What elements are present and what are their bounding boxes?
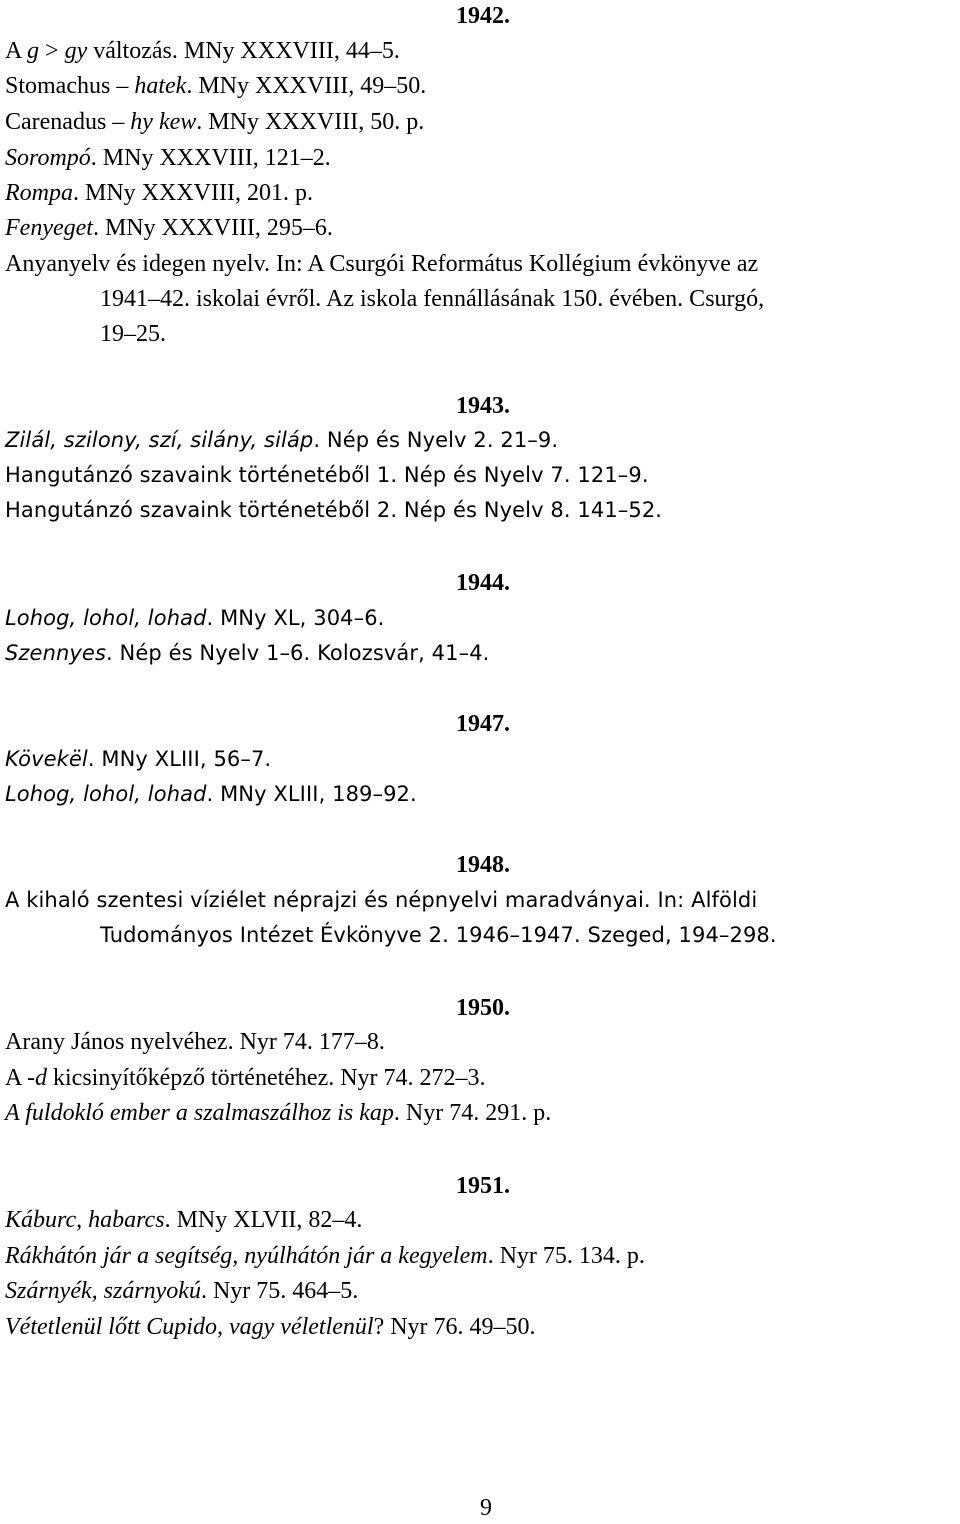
text-run: . Nyr 75. 464–5. (200, 1278, 359, 1304)
bib-entry-continuation (100, 921, 777, 949)
text-run: . MNy XLIII, 189–92. (206, 782, 417, 806)
text-run: változás. MNy XXXVIII, 44–5. (87, 38, 400, 64)
italic-run: Szennyes (5, 641, 106, 665)
bib-entry (5, 108, 424, 136)
italic-run: Káburc, habarcs (5, 1207, 165, 1233)
text-run: Hangutánzó szavaink történetéből 2. Nép és Nyelv 8. 141–52. (5, 498, 663, 522)
text-run: . Nyr 75. 134. p. (487, 1243, 645, 1269)
italic-run: Lohog, lohol, lohad (5, 782, 207, 806)
bib-entry (5, 1064, 486, 1092)
bib-entry (5, 461, 649, 489)
text-run: . Nyr 74. 291. p. (393, 1100, 552, 1126)
text-run: Arany János nyelvéhez. Nyr 74. 177–8. (5, 1029, 385, 1055)
italic-run: Szárnyék, szárnyokú (5, 1278, 201, 1304)
bib-entry (5, 1099, 551, 1127)
bib-entry (5, 496, 662, 524)
year-heading: 1944. (456, 570, 510, 596)
bib-entry (5, 1313, 536, 1341)
text-run: 19–25. (100, 321, 166, 347)
bib-entry (5, 1206, 362, 1234)
italic-run: Kövekël (5, 747, 88, 771)
bib-entry (5, 1242, 645, 1270)
text-run: . Nép és Nyelv 2. 21–9. (313, 428, 559, 452)
italic-run: Zilál, szilony, szí, silány, siláp (5, 428, 314, 452)
text-run: > (39, 38, 65, 64)
italic-run: Lohog, lohol, lohad (5, 606, 207, 630)
bib-entry-continuation (100, 285, 764, 313)
italic-run: Vétetlenül lőtt Cupido, vagy véletlenül (5, 1314, 374, 1340)
italic-run: Sorompó (5, 145, 91, 171)
text-run: A - (5, 1065, 35, 1091)
year-heading: 1947. (456, 711, 510, 737)
text-run: Tudományos Intézet Évkönyve 2. 1946–1947. Szeged, 194–298. (100, 923, 777, 947)
text-run: . MNy XXXVIII, 49–50. (186, 73, 427, 99)
year-heading: 1950. (456, 995, 510, 1021)
italic-run: g (27, 38, 40, 64)
bib-entry (5, 780, 417, 808)
text-run: A kihaló szentesi víziélet néprajzi és népnyelvi maradványai. In: Alföldi (5, 888, 758, 912)
italic-run: A fuldokló ember a szalmaszálhoz is kap (5, 1100, 394, 1126)
year-heading: 1942. (456, 3, 510, 29)
italic-run: hy kew (130, 109, 197, 135)
text-run: . MNy XXXVIII, 201. p. (73, 180, 313, 206)
bib-entry (5, 214, 333, 242)
bib-entry (5, 1277, 358, 1305)
italic-run: Fenyeget (5, 215, 93, 241)
year-heading: 1951. (456, 1173, 510, 1199)
text-run: Carenadus – (5, 109, 131, 135)
text-run: . MNy XXXVIII, 50. p. (196, 109, 425, 135)
italic-run: gy (64, 38, 88, 64)
bib-entry (5, 604, 384, 632)
text-run: . MNy XLVII, 82–4. (164, 1207, 363, 1233)
bib-entry (5, 179, 313, 207)
text-run: . MNy XXXVIII, 295–6. (92, 215, 333, 241)
bib-entry (5, 745, 271, 773)
bib-entry (5, 250, 758, 278)
italic-run: d (35, 1065, 47, 1091)
text-run: ? Nyr 76. 49–50. (373, 1314, 536, 1340)
text-run: 1941–42. iskolai évről. Az iskola fennállásának 150. évében. Csurgó, (100, 286, 765, 312)
bib-entry (5, 639, 489, 667)
bib-entry-continuation (100, 320, 166, 348)
bib-entry (5, 144, 331, 172)
italic-run: Rákhátón jár a segítség, nyúlhátón jár a kegyelem (5, 1243, 488, 1269)
text-run: Stomachus – (5, 73, 135, 99)
text-run: Hangutánzó szavaink történetéből 1. Nép és Nyelv 7. 121–9. (5, 463, 649, 487)
bib-entry (5, 1028, 385, 1056)
year-heading: 1948. (456, 852, 510, 878)
text-run: . MNy XLIII, 56–7. (87, 747, 272, 771)
year-heading: 1943. (456, 393, 510, 419)
text-run: Anyanyelv és idegen nyelv. In: A Csurgói Református Kollégium évkönyve az (5, 251, 759, 277)
bib-entry (5, 72, 426, 100)
text-run: . MNy XL, 304–6. (206, 606, 385, 630)
italic-run: hatek (134, 73, 187, 99)
page-number: 9 (480, 1495, 492, 1521)
text-run: kicsinyítőképző történetéhez. Nyr 74. 272–3. (47, 1065, 486, 1091)
text-run: . Nép és Nyelv 1–6. Kolozsvár, 41–4. (105, 641, 490, 665)
italic-run: Rompa (5, 180, 73, 206)
bib-entry (5, 886, 757, 914)
text-run: . MNy XXXVIII, 121–2. (90, 145, 331, 171)
bib-entry (5, 426, 558, 454)
bib-entry (5, 37, 400, 65)
text-run: A (5, 38, 28, 64)
